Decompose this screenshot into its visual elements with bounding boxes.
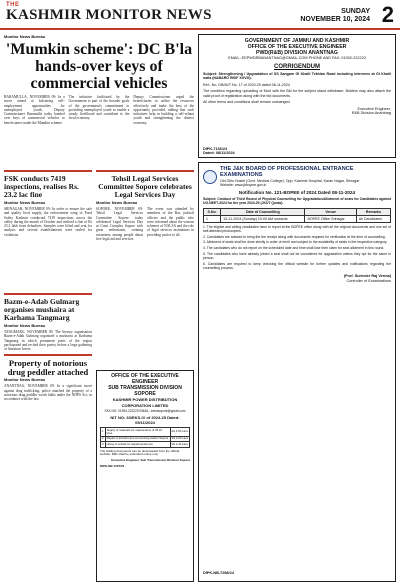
notice-p1: The condition regarding uploading of MoU with the Bid for the subject stand withdrawn. Bidders may also attach the valid proof of registration along with the bid documents. bbox=[203, 89, 391, 98]
table-cell: 1 bbox=[101, 428, 106, 437]
bopee-title: THE J&K BOARD OF PROFESSIONAL ENTRANCE EXAMINATIONS bbox=[220, 166, 354, 179]
day-label: SUNDAY bbox=[341, 8, 370, 15]
table-cell: Rs 2.10 Lacs bbox=[171, 441, 188, 446]
notice-dated: Dated: 08/11/2024 bbox=[203, 151, 235, 155]
notice-dept: PWD(R&B) DIVISION ANANTNAG bbox=[256, 50, 338, 56]
table-cell: All Candidates bbox=[356, 215, 390, 222]
drug-byline: Monitor News Bureau bbox=[4, 377, 46, 383]
table-cell: Supply of materials for maintenance of 33 kV lines bbox=[105, 428, 170, 437]
logo-name: KASHMIR MONITOR NEWS bbox=[6, 7, 212, 23]
tender-footer: The bidding documents can be downloaded from the official website. Bids shall be submitted online only. bbox=[100, 448, 180, 457]
story-tehsil bbox=[96, 167, 194, 241]
newspaper-logo bbox=[6, 2, 212, 23]
tehsil-headline: Tehsil Legal Services Committee Sopore celebrates Legal Services Day bbox=[98, 174, 192, 199]
tender-division: SUB TRANSMISSION DIVISION SOPORE bbox=[108, 385, 182, 397]
table-cell: 3 bbox=[102, 441, 104, 446]
bopee-header bbox=[203, 166, 391, 187]
bopee-address: Old Girls Hostel (Govt. Medical College), Opp. Kashmir Hospital, Karan Nagar, Srinagar bbox=[220, 178, 360, 183]
tehsil-byline: Monitor News Bureau bbox=[96, 200, 138, 205]
table-row bbox=[101, 428, 190, 437]
notice-ref: Ref:- No. DB/AVT No. 17 of 2024-25 dated 06-11-2024 bbox=[203, 82, 290, 87]
table-row bbox=[204, 215, 391, 222]
fsk-byline: Monitor News Bureau bbox=[4, 200, 46, 205]
fsk-headline: FSK conducts 7419 inspections, realises Rs. 23.2 lac fine bbox=[4, 174, 79, 199]
divider bbox=[4, 170, 92, 172]
fsk-text: SRINAGAR, NOVEMBER 09: In order to ensure the safe and quality food supply, the enforcement wing of Food Safety Kashmir conducted 7419 inspections across the valley during the month of October and realised a fine of Rs 23.2 lakh from defaulters. Samples were lifted and sent for analysis and several establishments were sealed for violations. bbox=[4, 207, 92, 237]
tender-contact: FAX NO: 01954-222225 EMAIL: eeedsopore@gmail.com bbox=[104, 409, 186, 413]
bazm-text: TANGMARG, NOVEMBER 09: The literary organisation Bazm-e-Adab Gulmarg organised a mushaira at Karhama Tangmarg in which prominent poets of the region participated and recited their poetry before a large gathering of literature lovers. bbox=[4, 330, 92, 352]
table-header: Remarks bbox=[356, 208, 390, 215]
divider bbox=[4, 354, 92, 356]
notice-office: OFFICE OF THE EXECUTIVE ENGINEER bbox=[247, 44, 347, 50]
lead-col-3: Deputy Commissioner urged the beneficiaries to utilise the resources effectively and make the best of the opportunity provided, adding that such initiatives help in building a self-reliant youth and strengthening the district economy. bbox=[133, 95, 195, 125]
table-row bbox=[101, 442, 190, 447]
table-cell: Hiring of vehicle for departmental use bbox=[105, 442, 170, 447]
logo-the: THE bbox=[6, 2, 20, 8]
bopee-sign-role: Controller of Examinations bbox=[346, 278, 391, 283]
notice-p2: All other terms and conditions shall remain unchanged. bbox=[203, 100, 291, 105]
table-cell: 2 bbox=[102, 436, 104, 441]
list-item: 5. The candidates who have already joined a seat shall not be considered for upgradation unless they opt for the same in person. bbox=[203, 251, 391, 260]
seal-icon bbox=[203, 170, 217, 184]
notice-contact: EMAIL: EEPWDRBANANTNAG@GMAIL.COM PHONE AND FAX: 01932-222222 bbox=[228, 56, 366, 60]
table-header: Venue bbox=[305, 208, 356, 215]
tender-corp: KASHMIR POWER DISTRIBUTION CORPORATION LIMITED bbox=[112, 397, 178, 408]
notice-dipk: DIPK-7136/24 bbox=[203, 147, 228, 151]
divider bbox=[96, 170, 194, 172]
tehsil-columns bbox=[96, 207, 194, 241]
lead-columns bbox=[4, 95, 194, 125]
bopee-sign: (Prof. Surinder Raj Verma) bbox=[343, 273, 391, 278]
bopee-dipk: DIPK-NB-7298/24 bbox=[203, 571, 234, 575]
table-header: Date of Counselling bbox=[221, 208, 305, 215]
lead-col-1: BARAMULLA, NOVEMBER 09: In a move aimed at bolstering self-employment opportunities for unemployed youth, Deputy Commissioner Baramulla today handed over keys of commercial vehicles to beneficiaries under the Mumkin scheme. bbox=[4, 95, 65, 125]
bazm-byline: Monitor News Bureau bbox=[4, 323, 46, 328]
dateline bbox=[300, 8, 370, 25]
tender-nit: NIT NO: 33/EKS-IV of 2024-25 Dated: 09/11/2024 bbox=[110, 415, 180, 425]
table-cell: BOPEE Office Srinagar bbox=[305, 215, 356, 222]
table-cell: 1 bbox=[204, 215, 221, 222]
lead-col-2: The initiative facilitated by the Government is part of the broader goals of the government's commitment to providing unemployed youth to enable a steady livelihood and contribute to the local economy. bbox=[68, 95, 130, 121]
notice-gov: GOVERNMENT OF JAMMU AND KASHMIR bbox=[244, 38, 350, 44]
drug-headline: Property of notorious drug peddler attached bbox=[7, 358, 89, 378]
tender-notice bbox=[96, 370, 194, 582]
table-cell: Rs 3.20 Lacs bbox=[171, 436, 188, 441]
table-header-row bbox=[204, 208, 391, 215]
notice-sign-dept: R&B Division Anantnag bbox=[351, 111, 391, 116]
tender-dipk: DIPK-NB-7297/24 bbox=[100, 464, 125, 469]
page-number: 2 bbox=[381, 2, 394, 27]
list-item: 2. Candidates are advised to bring the fee receipt along with documents required for verification at the time of counselling. bbox=[203, 234, 386, 239]
lead-byline: Monitor News Bureau bbox=[4, 34, 46, 39]
list-item: 3. Allotment of seats shall be done strictly in order of merit and subject to the availability of seats in the respective category. bbox=[203, 240, 388, 245]
tehsil-col-2: The event was attended by members of the Bar, judicial officers and the public who were informed about the various schemes of NALSA and the role of legal services institutions in providing justice to all. bbox=[147, 207, 194, 237]
lead-headline: 'Mumkin scheme': DC B'la hands-over keys of commercial vehicles bbox=[5, 41, 193, 92]
notice-sign-name: Executive Engineer, bbox=[357, 106, 391, 111]
bazm-headline: Bazm-e-Adab Gulmarg organises mushaira at Karhama Tangmarg bbox=[4, 297, 80, 322]
masthead bbox=[0, 0, 400, 30]
date-label: NOVEMBER 10, 2024 bbox=[300, 16, 370, 24]
notice-title: CORRIGENDUM bbox=[274, 63, 320, 70]
bopee-table bbox=[203, 208, 391, 223]
list-item: 6. Candidates are required to keep checking the official website for further updates and notifications regarding the counselling process. bbox=[203, 261, 391, 270]
tender-office: OFFICE OF THE EXECUTIVE ENGINEER bbox=[111, 373, 179, 385]
bopee-web: Website: www.jkbopee.gov.in bbox=[220, 183, 267, 188]
divider bbox=[4, 293, 92, 295]
bopee-notice bbox=[198, 162, 396, 582]
story-fsk bbox=[4, 167, 92, 237]
bopee-subject: Subject: Conduct of Third Round of Physical Counselling for Upgradation/Allotment of seats for Candidates against UG-NEET-2024 for the year 2024-25 (JKUT Quota). bbox=[203, 197, 391, 206]
bopee-list bbox=[203, 225, 391, 270]
story-bazm bbox=[4, 290, 92, 402]
tehsil-col-1: SOPORE, NOVEMBER 09: Tehsil Legal Services Committee Sopore today celebrated Legal Services Day at Court Complex Sopore with great enthusiasm, creating awareness among people about free legal aid and services. bbox=[96, 207, 143, 242]
list-item: 1. The eligible and willing candidates have to report at the BOPEE office along with all the original documents and one set of self-attested photocopies. bbox=[203, 224, 391, 233]
bopee-notification: Notification No. 121-BOPEE of 2024 Dated 08-11-2024 bbox=[238, 190, 356, 196]
notice-subject: Subject: Strengthening / Upgradation of SS Sangam GI Khalil Tekhlan Road including internees at GI Khalil nalla (NABARD RIDF XXVIII). bbox=[203, 71, 391, 81]
tender-table bbox=[100, 427, 190, 448]
table-cell: Rs 4.50 Lacs bbox=[170, 428, 189, 437]
corrigendum-notice bbox=[198, 34, 396, 158]
tender-sign: Executive Engineer, Sub Transmission Division Sopore bbox=[111, 458, 190, 463]
drug-text: ANANTNAG, NOVEMBER 09: In a significant move against drug trafficking, police attached the property of a notorious drug peddler worth lakhs under the NDPS Act, in accordance with the law. bbox=[4, 384, 92, 402]
table-cell: 10-11-2024 (Sunday) 10:00 AM onwards bbox=[221, 215, 305, 222]
lead-story bbox=[4, 34, 194, 125]
list-item: 4. The candidates who do not report on the scheduled date and time shall lose their claim for seat allotment in this round. bbox=[203, 245, 385, 250]
table-cell: Repair of transformers at receiving station Sopore bbox=[106, 436, 169, 441]
table-header: S.No. bbox=[204, 208, 221, 215]
